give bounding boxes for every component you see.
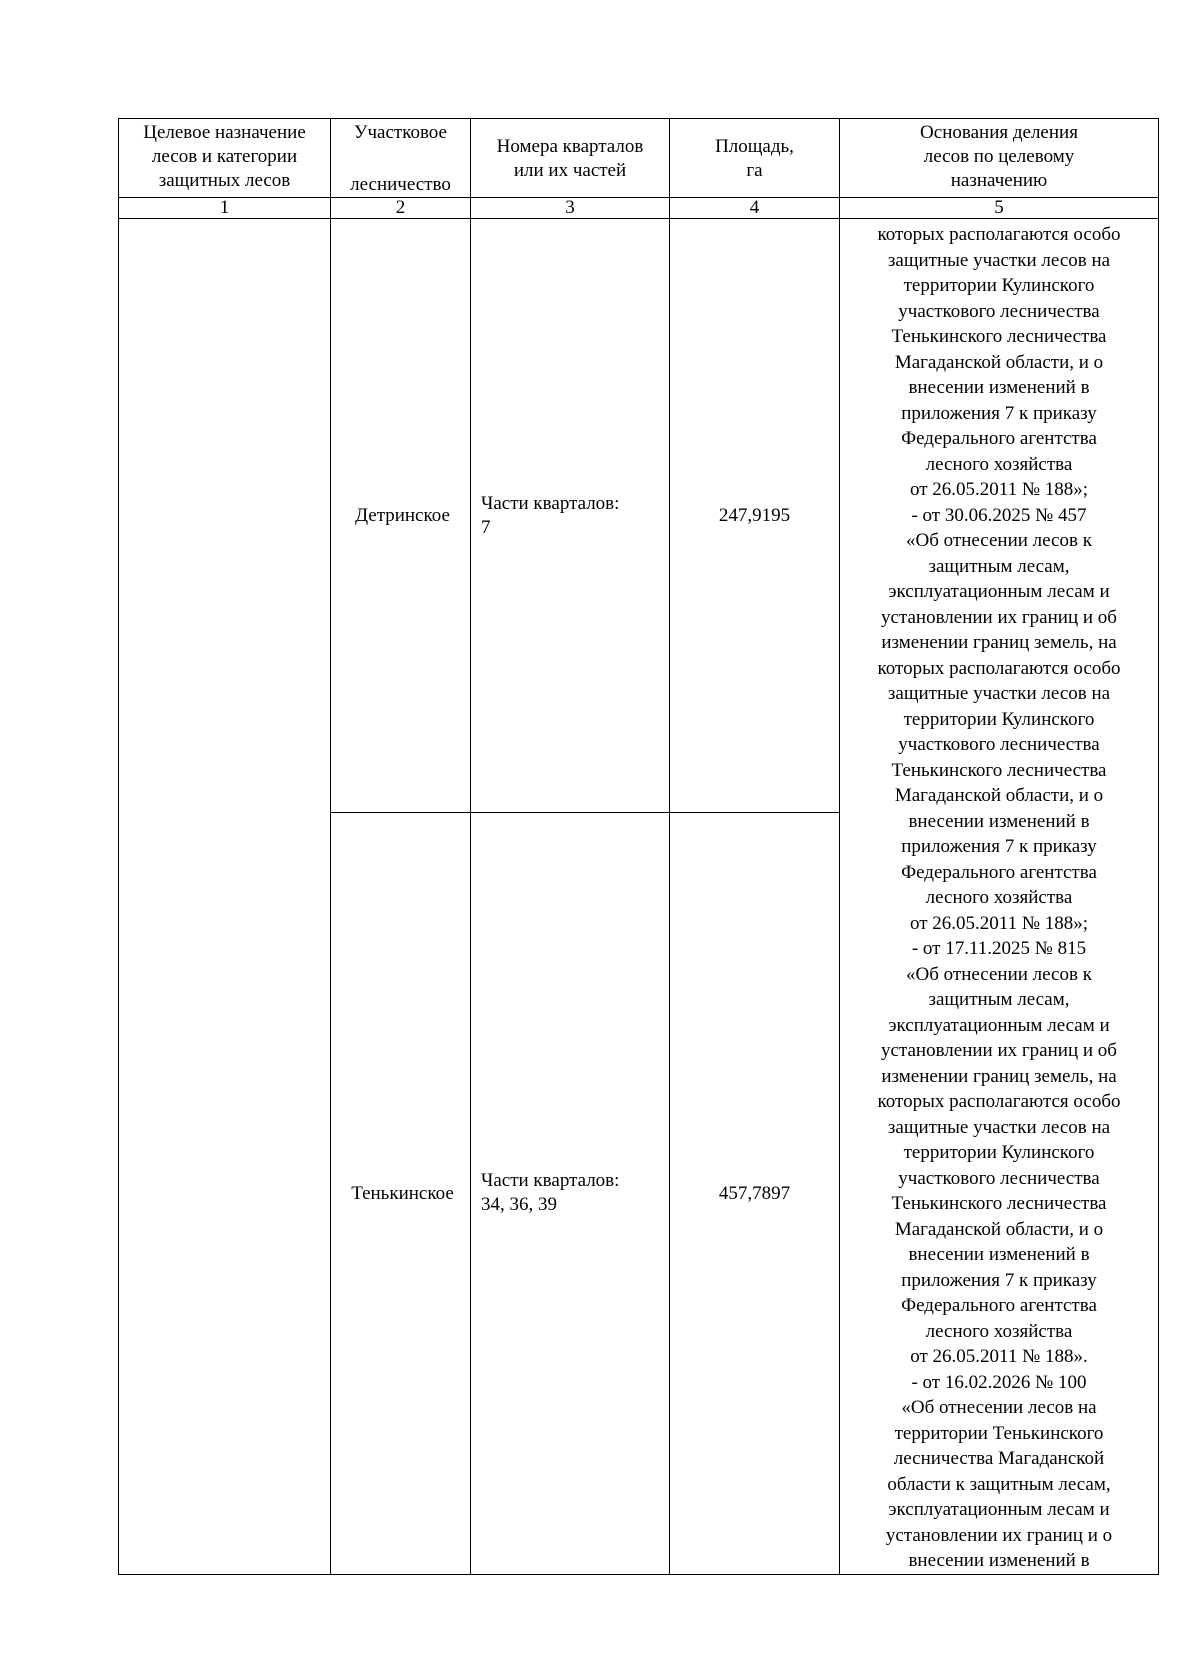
basis-line: «Об отнесении лесов к: [906, 530, 1092, 551]
basis-line: внесении изменений в: [908, 1244, 1090, 1265]
column-number: 4: [670, 198, 840, 219]
basis-line: приложения 7 к приказу: [901, 1269, 1097, 1291]
basis-line: изменении границ земель, на: [881, 632, 1117, 653]
basis-line: установлении их границ и об: [881, 1040, 1117, 1061]
basis-line: эксплуатационным лесам и: [888, 1014, 1110, 1036]
basis-line: приложения 7 к приказу: [901, 836, 1097, 857]
area-value: 247,9195: [670, 219, 840, 813]
basis-line: защитные участки лесов на: [887, 249, 1111, 271]
basis-line: территории Кулинского: [903, 708, 1095, 730]
basis-line: участкового лесничества: [898, 300, 1100, 322]
basis-line: лесного хозяйства: [925, 453, 1073, 475]
header-cell-area: [670, 119, 840, 198]
basis-line: которых располагаются особо: [877, 1091, 1121, 1112]
quarters-values: 7: [481, 516, 491, 538]
column-number: 3: [471, 198, 670, 219]
basis-line: Магаданской области, и о: [894, 785, 1104, 806]
basis-line: внесении изменений в: [908, 1550, 1090, 1571]
basis-line: защитным лесам,: [928, 989, 1070, 1010]
column-number: 5: [840, 198, 1159, 219]
quarters-values: 34, 36, 39: [481, 1194, 557, 1216]
table-row: [119, 219, 1159, 813]
basis-line: территории Кулинского: [903, 275, 1095, 296]
quarters-cell: [471, 219, 670, 813]
header-line: лесов по целевому: [923, 146, 1075, 167]
header-cell-forestry: [331, 119, 471, 198]
basis-line: лесничества Магаданской: [893, 1448, 1105, 1469]
header-line: защитных лесов: [158, 170, 291, 191]
header-cell-purpose: [119, 119, 331, 198]
basis-line: Федерального агентства: [901, 428, 1097, 449]
header-cell-quarters: [471, 119, 670, 198]
basis-line: лесного хозяйства: [925, 887, 1073, 908]
quarters-label: Части кварталов:: [481, 1170, 620, 1192]
basis-line: Федерального агентства: [901, 1295, 1097, 1316]
basis-line: от 26.05.2011 № 188»;: [909, 479, 1088, 500]
area-value: 457,7897: [670, 813, 840, 1574]
basis-line: установлении их границ и об: [881, 606, 1117, 628]
column-number: 1: [119, 198, 331, 219]
header-line: лесов и категории: [151, 146, 298, 167]
column-number: 2: [331, 198, 471, 219]
basis-line: защитные участки лесов на: [887, 1116, 1111, 1138]
header-line: или их частей: [513, 160, 627, 181]
basis-line: Магаданской области, и о: [894, 351, 1104, 373]
basis-line: территории Кулинского: [903, 1142, 1095, 1163]
forestry-name: Детринское: [331, 219, 471, 813]
basis-line: эксплуатационным лесам и: [888, 581, 1110, 602]
basis-line: «Об отнесении лесов к: [906, 963, 1092, 985]
basis-line: - от 16.02.2026 № 100: [911, 1371, 1087, 1393]
quarters-cell: [471, 813, 670, 1574]
basis-line: области к защитным лесам,: [887, 1473, 1111, 1495]
basis-line: от 26.05.2011 № 188».: [910, 1346, 1088, 1367]
basis-line: внесении изменений в: [908, 810, 1090, 832]
basis-line: Федерального агентства: [901, 861, 1097, 883]
column-number-row: [119, 198, 1159, 219]
quarters-label: Части кварталов:: [481, 492, 620, 514]
basis-line: Тенькинского лесничества: [891, 1193, 1107, 1214]
basis-line: внесении изменений в: [908, 377, 1090, 398]
basis-line: - от 17.11.2025 № 815: [911, 938, 1087, 959]
basis-line: защитные участки лесов на: [887, 683, 1111, 704]
basis-line: территории Тенькинского: [894, 1422, 1104, 1444]
basis-line: защитным лесам,: [928, 555, 1070, 577]
basis-line: эксплуатационным лесам и: [888, 1499, 1110, 1520]
basis-line: - от 30.06.2025 № 457: [911, 504, 1087, 526]
table-header-row: [119, 119, 1159, 198]
header-line: лесничество: [350, 174, 451, 195]
header-cell-basis: [840, 119, 1159, 198]
basis-line: установлении их границ и о: [885, 1524, 1113, 1546]
basis-line: участкового лесничества: [898, 734, 1100, 755]
basis-text-cell: [840, 219, 1159, 1575]
forest-designation-table: [118, 118, 1159, 1575]
forestry-name: Тенькинское: [331, 813, 471, 1574]
basis-line: Тенькинского лесничества: [891, 759, 1107, 781]
header-line: Основания деления: [920, 122, 1078, 143]
header-line: Участковое: [354, 122, 447, 143]
header-line: назначению: [950, 170, 1048, 191]
basis-line: приложения 7 к приказу: [901, 402, 1097, 424]
basis-line: изменении границ земель, на: [881, 1065, 1117, 1087]
header-line: Площадь,: [715, 136, 794, 157]
purpose-cell-empty: [119, 219, 331, 1575]
basis-line: которых располагаются особо: [877, 224, 1121, 245]
basis-line: Магаданской области, и о: [894, 1218, 1104, 1240]
basis-line: от 26.05.2011 № 188»;: [909, 912, 1088, 934]
header-line: Целевое назначение: [143, 122, 306, 143]
basis-line: «Об отнесении лесов на: [901, 1397, 1097, 1418]
basis-line: которых располагаются особо: [877, 657, 1121, 679]
basis-line: участкового лесничества: [898, 1167, 1100, 1189]
basis-line: Тенькинского лесничества: [891, 326, 1107, 347]
basis-line: лесного хозяйства: [925, 1320, 1073, 1342]
header-line: га: [746, 160, 763, 181]
header-line: Номера кварталов: [496, 136, 644, 157]
